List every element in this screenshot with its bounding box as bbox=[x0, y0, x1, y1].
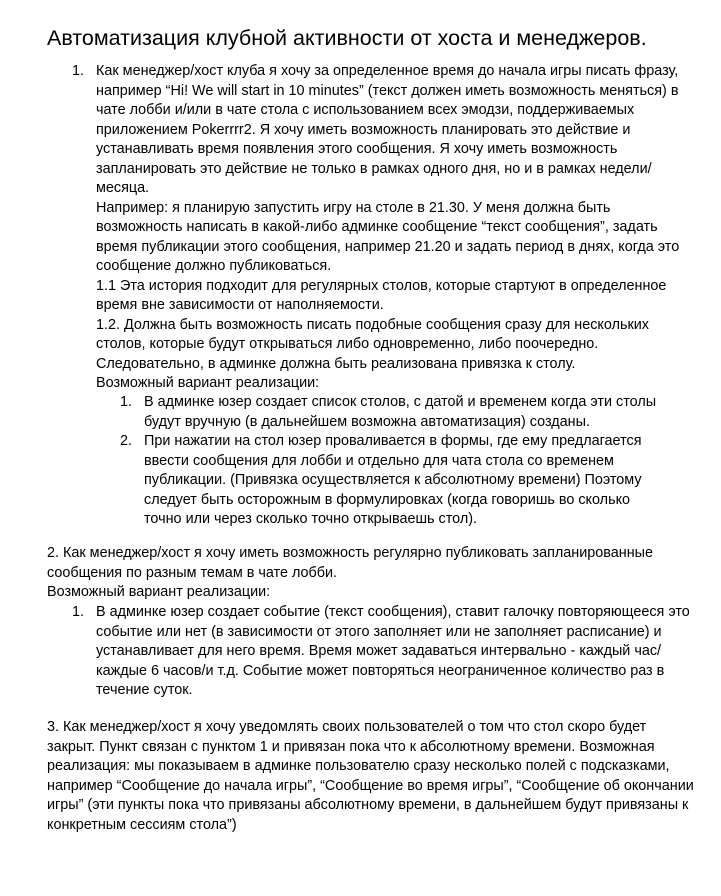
sub-list-number: 2. bbox=[120, 433, 133, 449]
variant-label: Возможный вариант реализации: bbox=[47, 584, 271, 600]
sub-list-number: 1. bbox=[120, 394, 133, 410]
section-3-text: 3. Как менеджер/хост я хочу уведомлять своих пользователей о том что стол скоро будет закрыт. Пункт связан с пунктом 1 и привязан пока что к абсолютному времени. Возможная реализация: мы показываем в админке пользователю сразу несколько полей с подсказками, например “Сообщение до начала игры”, “Сообщение во время игры”, “Сообщение об окончании игры” (эти пункты пока что привязаны абсолютному времени, в дальнейшем будут привязаны к конкретным сессиям стола”) bbox=[47, 719, 694, 833]
list-item-2 bbox=[47, 544, 697, 603]
variant-label: Возможный вариант реализации: bbox=[96, 375, 320, 391]
example-text: Например: я планирую запустить игру на столе в 21.30. У меня должна быть возможность написать в какой-либо админке сообщение “текст сообщения”, задать время публикации этого сообщения, например 21.20 и задать период в днях, когда это сообщение должно публиковаться. bbox=[96, 199, 680, 274]
list-number: 1. bbox=[72, 63, 85, 79]
note-1-2: 1.2. Должна быть возможность писать подобные сообщения сразу для нескольких столов, которые будут открываться либо одновременно, либо поочередно. Следовательно, в админке должна быть реализована привязка к столу. bbox=[96, 316, 650, 372]
sub-list-item: В админке юзер создает событие (текст сообщения), ставит галочку повторяющееся это событие или нет (в зависимости от этого заполняет или не заполняет расписание) и устанавливает для него время. Время может задаваться интервально - каждый час/каждые 6 часов/и т.д. Событие может повторяться неограниченное количество раз в течение суток. bbox=[96, 604, 690, 698]
sub-list-item-2: При нажатии на стол юзер проваливается в формы, где ему предлагается ввести сообщения для лобби и отдельно для чата стола со временем публикации. (Привязка осуществляется к абсолютному времени) Поэтому следует быть осторожным в формулировках (когда говоришь во сколько точно или через сколько точно открываешь стол). bbox=[144, 433, 642, 527]
user-story-text: Как менеджер/хост клуба я хочу за определенное время до начала игры писать фразу, например “Hi! We will start in 10 minutes” (текст должен иметь возможность меняться) в чате лобби и/или в чате стола с использованием всех эмодзи, поддерживаемых приложением Pokerrrr2. Я хочу иметь возможность планировать это действие и устанавливать время появления этого сообщения. Я хочу иметь возможность запланировать это действие не только в рамках одного дня, но и в рамках недели/месяца. bbox=[96, 63, 679, 196]
sub-list-item-1: В админке юзер создает список столов, с датой и временем когда эти столы будут вручную (в дальнейшем возможна автоматизация) созданы. bbox=[144, 394, 657, 430]
sub-list-number: 1. bbox=[72, 604, 85, 620]
list-item-3 bbox=[47, 718, 697, 835]
note-1-1: 1.1 Эта история подходит для регулярных столов, которые стартуют в определенное время вне зависимости от наполняемости. bbox=[96, 277, 667, 313]
list-item-1 bbox=[96, 62, 694, 394]
section-2-heading: 2. Как менеджер/хост я хочу иметь возможность регулярно публиковать запланированные сообщения по разным темам в чате лобби. bbox=[47, 545, 654, 581]
document-title: Автоматизация клубной активности от хоста и менеджеров. bbox=[47, 26, 647, 50]
